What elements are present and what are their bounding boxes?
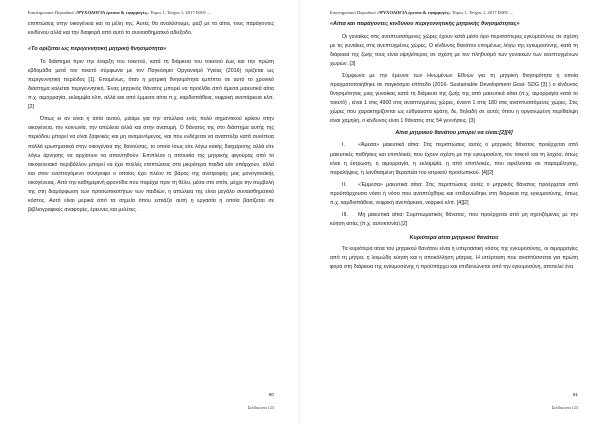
journal-title: ΨΥΧΟΛΟΓΙΑ έρευνα & εφαρμογές	[77, 10, 147, 15]
page-number: 80	[268, 392, 274, 397]
body-paragraph-3: Τα κυριότερα αίτια του μητρικού θανάτου είναι η υπερτασική νόσος της εγκυμοσύνης, οι αιμορραγίες από τη μήτρα, η λοιμώδη κύηση και η αποκόλληση μήτρας. Η υπέρταση που αναπτύσσεται για πρώτη φορά στη διάρκεια της εγκυμοσύνης ή προϋπάρχει και επιδεινώνεται από την εγκυμοσύνη, αποτελεί ένα	[330, 245, 578, 270]
journal-title: ΨΥΧΟΛΟΓΙΑ έρευνα & εφαρμογές	[379, 10, 449, 15]
page-footer: Σελίδα από 123	[247, 405, 274, 410]
list-item-text: «Έμμεσα» μαιευτικά αίτια: Στις περιπτώσεις αυτές ο μητρικός θάνατος προέρχεται από προϋπάρχουσα νόσο ή νόσο που αναπτύχθηκε και επιδεινώθηκε στη διάρκεια της εγκυμοσύνης, όπως π.χ. καρδιοπάθεια, νεφρική ανεπάρκεια, νεφρικό κλπ. [4][2]	[330, 181, 578, 206]
list-item-text: Μη μαιευτικά αίτια: Συμπτωματικός θάνατος, που προέρχεται από μη σχετιζόμενες με την κύηση αιτίες (π.χ. αυτοκτονία).[2]	[330, 211, 578, 227]
list-number: II.	[342, 181, 347, 188]
list-item	[330, 141, 578, 177]
running-head-suffix: » Τόμος 1, Τεύχος 1, 2017 ISSN ....	[448, 10, 514, 15]
section-heading: «Το ορίζεται ως περιγεννητική μητρική θνησιμότητα»	[28, 46, 167, 53]
list-item-text: «Άμεσα» μαιευτικά αίτια: Στις περιπτώσεις αυτές ο μητρικός θάνατος προέρχεται από μαιευτικές παθήσεις και επιπλοκές που έχουν σχέση με την εγκυμοσύνη, τον τοκετό και τη λοχεία, όπως είναι η έκτρωση, η αιμορραγία, η εκλαμψία, η από επιπλοκές, που οφείλονται σε παραμέλησης, παραλήψεις, ή λανθασμένη θεραπεία του ιατρικού προσωπικού. [4][2]	[330, 142, 578, 176]
subheading-main-causes: Κυριότερα αίτια μητρικού θανάτου	[409, 234, 499, 241]
body-paragraph-2: Σύμφωνα με την έρευνα των Ηνωμένων Εθνών για τη μητρική θνησιμότητα η οποία πραγματοποιήθηκε σε παγκόσμιο επίπεδο (2016- Sustainable Development Goal- SDG [3] ) ο κίνδυνος θνησιμότητας μιας γυναίκας κατά τη διάρκεια της ζωής της από μαιευτικά αίτια (π.χ. αιμορραγία κατά το τοκετό) , είναι 1 στις 4900 στις αναπτυγμένες χώρες, έναντι 1 στις 180 στις αναπτυσσόμενες χώρες. Στις χώρες που χαρακτηρίζονται ως εύθραυστα κράτη, δε, δηλαδή σε αυτές όπου η οργανωμένη περίθαλψη είναι χαμηλή, ο κίνδυνος είναι 1 θάνατος στις 54 γεννήσεις. [3]	[330, 73, 578, 125]
running-head-prefix: Επιστημονικό Περιοδικό «	[330, 10, 380, 15]
running-head-suffix: » Τόμος 1, Τεύχος 1, 2017 ISSN ....	[146, 10, 212, 15]
running-head	[28, 10, 274, 16]
list-number: I.	[342, 142, 345, 149]
subheading-causes-list: Αίτια μητρικού θανάτου μπορεί να είναι:[2][4]	[395, 130, 513, 137]
body-paragraph-1: Οι γυναίκες στις αναπτυσσόμενες χώρες έχουν κατά μέσο όρο περισσότερες εγκυμοσύνες σε σχέση με τις γυναίκες στις ανεπτυγμένες χώρες. Ο κίνδυνος θανάτου επομένως λόγω της εγκυμοσύνης, κατά τη διάρκεια της ζωής τους είναι υψηλότερος σε σχέση με τον πληθυσμό των γυναικών των ανεπτυγμένων χωρών. [3]	[330, 34, 578, 68]
list-item	[330, 181, 578, 208]
right-page	[300, 0, 600, 424]
body-paragraph-1: Το διάστημα πριν την έναρξη του τοκετού, κατά τη διάρκεια του τοκετού έως και την πρώτη εβδομάδα μετά τον τοκετό σύμφωνα με τον Παγκόσμιο Οργανισμό Υγείας (2016) ορίζεται ως περιγεννητική περίοδος [1]. Επομένως, όταν η μητρική θνησιμότητα εμπίπτει σε αυτό το χρονικό διάστημα καλείται περιγεννητική. Ένας μητρικός θάνατος μπορεί να προέλθει από άμεσα μαιευτικά αίτια π.χ. αιμορραγία, εκλαμψία κλπ, αλλά και από έμμεσα αίτια π.χ. καρδιοπάθεια, νεφρική ανεπάρκεια κλπ.[2]	[28, 59, 274, 111]
section-heading-causes: «Αίτια και παράγοντες κινδύνου περιγεννητικής μητρικής θνησιμότητας»	[330, 21, 520, 27]
list-number: III.	[342, 211, 348, 218]
intro-paragraph: επιπτώσεις στην οικογένεια και τα μέλη της. Αυτές θα αναλύσουμε, μαζί με τα αίτια, τους παράγοντες κινδύνου αλλά και την διαφορά από αυτό το συναισθηματικό αδιέξοδο.	[28, 21, 274, 37]
list-item	[330, 211, 578, 229]
body-paragraph-2: Όπως κι αν είναι η αιτία αυτού, μιλάμε για την απώλεια ενός πολύ σημαντικού κρίκου στην οικογένεια, την κοινωνία, την απώλεια αλλά και στην ανατυμή. Ο θάνατος της στο διάστημα αυτής της περιόδου μπορεί να είναι ξαφνικός και μη αναμενόμενος, και που ενδέχεται να αναπτύξει κατά συνέπεια πολλά ερωτηματικά στην οικογένεια της θανούσας, το οποίο ίσως είτε λόγω κακής διαχείρισης αλλά είτε λόγω άρνησης να αρχίσουν να απαντηθούν. Επιπλέον η απουσία της μητρικής φιγούρας από το οικογενειακό περιβάλλον μπορεί να έχει πολλές επιπτώσεις στα μικρότερα παιδιά εάν υπάρχουν, αλλά και στον ενεπτογόμενο σύντροφο ο οποίος έχει πλέον το βάρος της ανατροφής μας μονογονεϊκής οικογένειας. Από την καθημερινή φροντίδα που παρέχει πριν τη θέλει, μέσα στο σπίτι, μέχρι την συμβολή της στη διαμόρφωση των προσωπικοτήτων των παιδιών, η απώλεια της είναι μεγάλο συναισθηματικό κόστος. Αυτό είναι μερικά από τα σημεία όπου εστιάζει αυτή η εργασία η οποία βασίζεται σε βιβλιογραφικές αναφορές, έρευνες και μελέτες .	[28, 116, 274, 213]
page-footer: Σελίδα από 123	[551, 405, 578, 410]
running-head-prefix: Επιστημονικό Περιοδικό «	[28, 10, 78, 15]
running-head	[330, 10, 578, 16]
page-number: 81	[572, 392, 578, 397]
